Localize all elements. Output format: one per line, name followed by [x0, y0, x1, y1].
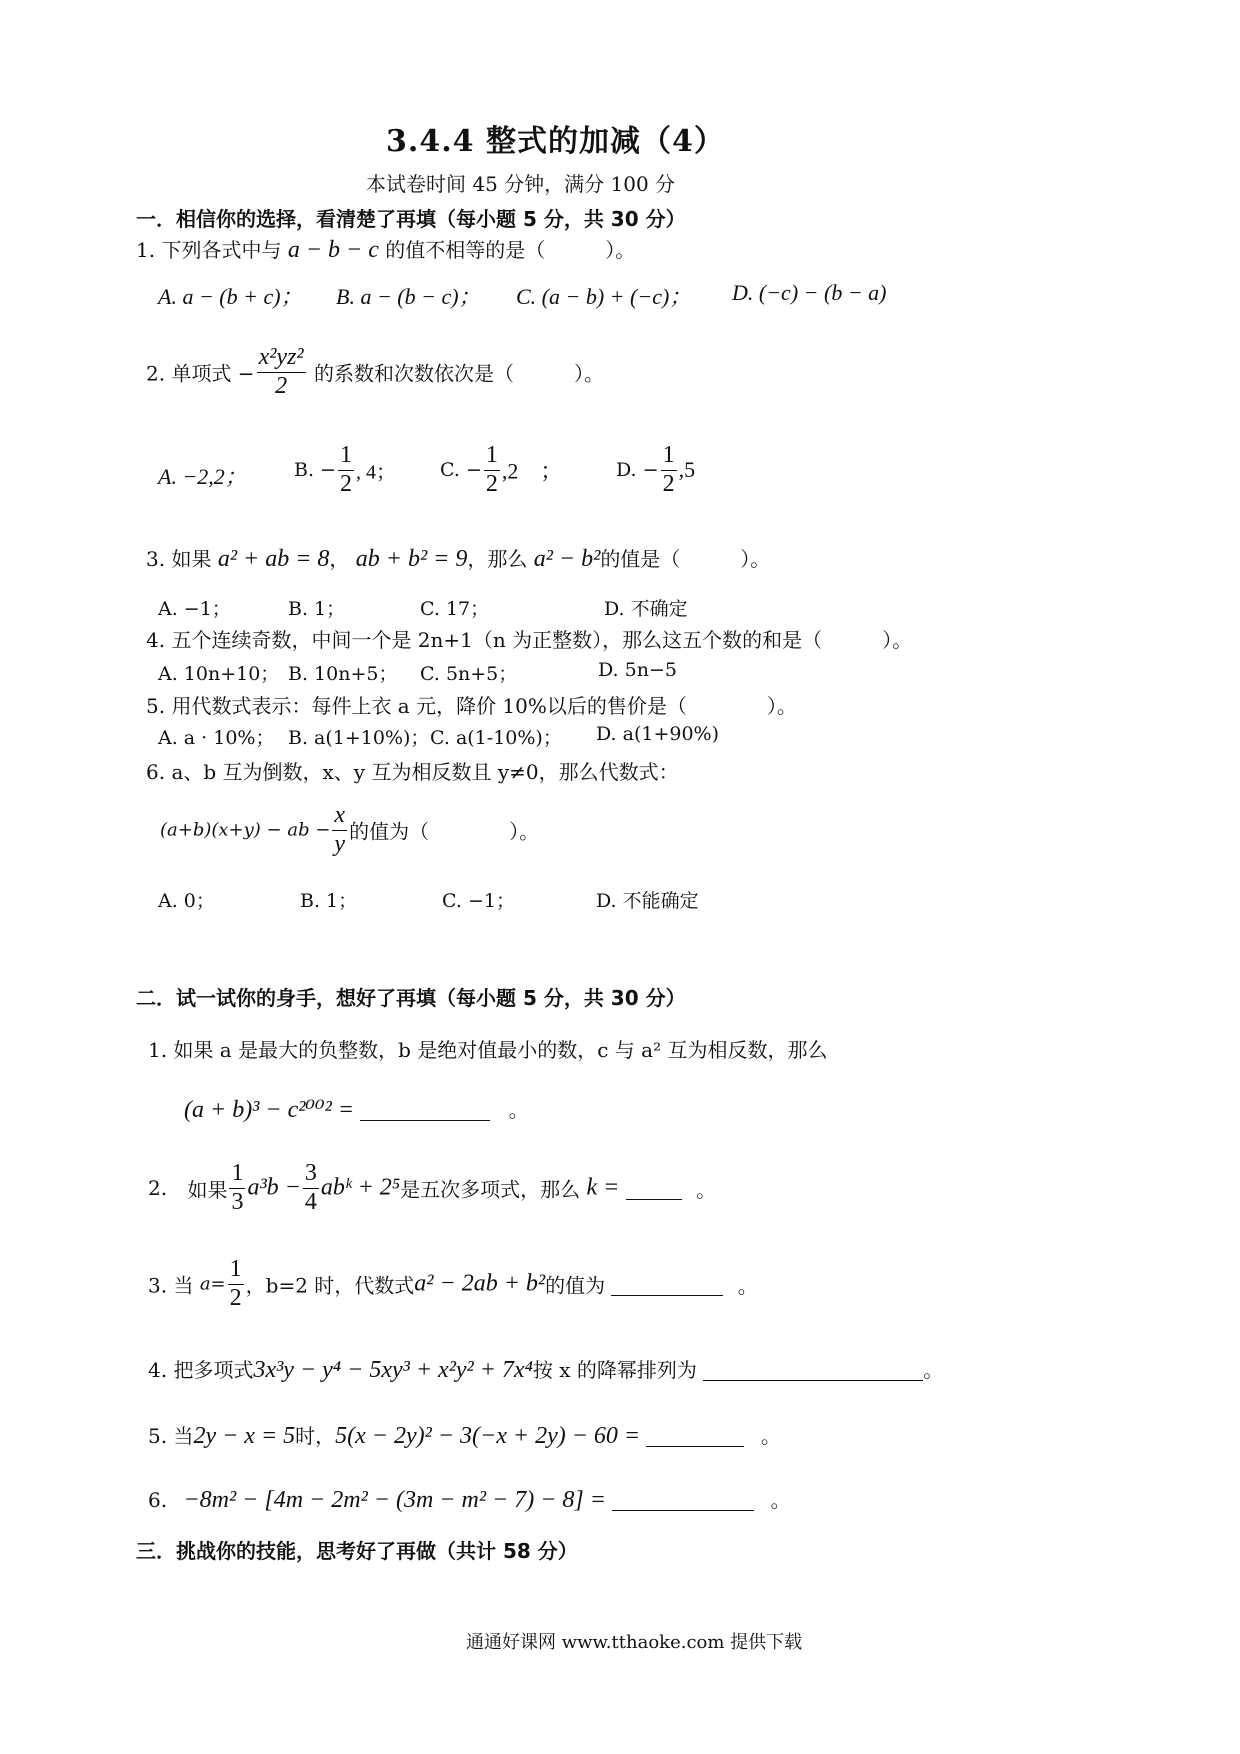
s1-q3-option-c: C. 17； — [420, 598, 490, 620]
s1-q1-option-b: B. a − (b − c)； — [336, 284, 481, 309]
s2-q1-expression: (a + b)³ − c²⁰⁰² = 。 — [184, 1097, 529, 1123]
s2-question-3: 3. 当 a= $\frac{1}{2}$ ，b=2 时，代数式a² − 2ab + b²的值为 。 — [148, 1256, 758, 1311]
s2-question-6: 6. −8m² − [4m − 2m² − (3m − m² − 7) − 8] = 。 — [148, 1487, 791, 1513]
s1-q1-option-c: C. (a − b) + (−c)； — [516, 284, 692, 309]
s1-question-2: 2. 单项式 − $\frac{\text{x²yz²}}{2}$ 的系数和次数依次是（ ）。 — [146, 344, 604, 399]
s1-q5-option-a: A. a · 10%； — [158, 727, 275, 749]
s1-q4-option-a: A. 10n+10； — [158, 663, 280, 685]
s1-q4-option-b: B. 10n+5； — [288, 663, 398, 685]
s1-q3-option-a: A. −1； — [158, 598, 231, 620]
s1-q5-option-d: D. a(1+90%) — [596, 723, 720, 745]
s1-q6-option-b: B. 1； — [300, 890, 358, 912]
s1-q4-option-c: C. 5n+5； — [420, 663, 518, 685]
page-title: 3.4.4 整式的加减（4） — [386, 124, 725, 159]
s1-q3-option-d: D. 不确定 — [604, 598, 688, 620]
s1-question-3: 3. 如果 a² + ab = 8， ab + b² = 9，那么 a² − b²的值是（ ）。 — [146, 546, 771, 572]
s2-question-2: 2. 如果 $\frac{1}{3}$ a³b − $\frac{3}{4}$ abᵏ + 2⁵是五次多项式，那么 k = 。 — [148, 1160, 717, 1215]
s1-q2-option-b: B. − $\frac{1}{2}$ , 4； — [294, 442, 396, 497]
s2-q2-answer-blank[interactable] — [626, 1177, 682, 1200]
s1-q2-option-a: A. −2,2； — [158, 464, 247, 489]
s1-question-5: 5. 用代数式表示：每件上衣 a 元，降价 10%以后的售价是（ ）。 — [146, 694, 797, 718]
s2-question-4: 4. 把多项式3x³y − y⁴ − 5xy³ + x²y² + 7x⁴按 x 的降幂排列为 。 — [148, 1357, 944, 1383]
s2-q4-answer-blank[interactable] — [703, 1358, 923, 1381]
s1-q2-option-c: C. − $\frac{1}{2}$ ,2 ； — [440, 442, 563, 497]
s1-q1-option-a: A. a − (b + c)； — [158, 284, 303, 309]
s2-q1-answer-blank[interactable] — [360, 1098, 490, 1121]
s1-q5-option-b: B. a(1+10%)； — [288, 727, 430, 749]
s1-q6-option-d: D. 不能确定 — [596, 890, 699, 912]
s2-question-1: 1. 如果 a 是最大的负整数，b 是绝对值最小的数，c 与 a² 互为相反数，那么 — [148, 1038, 828, 1062]
page-subtitle: 本试卷时间 45 分钟，满分 100 分 — [366, 172, 676, 196]
s1-q4-option-d: D. 5n−5 — [598, 659, 677, 681]
s1-q6-option-a: A. 0； — [158, 890, 215, 912]
s2-q3-answer-blank[interactable] — [611, 1273, 723, 1296]
s1-q5-option-c: C. a(1-10%)； — [430, 727, 562, 749]
s1-question-6: 6. a、b 互为倒数，x、y 互为相反数且 y≠0，那么代数式： — [146, 760, 679, 784]
page-footer: 通通好课网 www.tthaoke.com 提供下载 — [466, 1632, 803, 1653]
section-3-heading: 三．挑战你的技能，思考好了再做（共计 58 分） — [136, 1539, 578, 1563]
s1-q2-option-d: D. − $\frac{1}{2}$ ,5 — [616, 442, 696, 497]
s1-q2-fraction: $\frac{\text{x²yz²}}{2}$ — [258, 344, 304, 399]
section-2-heading: 二．试一试你的身手，想好了再填（每小题 5 分，共 30 分） — [136, 986, 686, 1010]
s2-q5-answer-blank[interactable] — [646, 1424, 744, 1447]
s1-question-4: 4. 五个连续奇数，中间一个是 2n+1（n 为正整数），那么这五个数的和是（ ）。 — [146, 628, 913, 652]
s1-q6-expression: (a+b)(x+y) − ab − $\frac{x}{y}$ 的值为（ ）。 — [160, 802, 540, 857]
s1-q1-option-d: D. (−c) − (b − a) — [732, 280, 887, 305]
s2-question-5: 5. 当2y − x = 5时，5(x − 2y)² − 3(−x + 2y) − 60 = 。 — [148, 1423, 781, 1449]
s1-question-1: 1. 下列各式中与 a − b − c 的值不相等的是（ ）。 — [136, 237, 636, 263]
s1-q6-option-c: C. −1； — [442, 890, 515, 912]
s1-q3-option-b: B. 1； — [288, 598, 346, 620]
s2-q6-answer-blank[interactable] — [612, 1488, 754, 1511]
section-1-heading: 一．相信你的选择，看清楚了再填（每小题 5 分，共 30 分） — [136, 207, 686, 231]
